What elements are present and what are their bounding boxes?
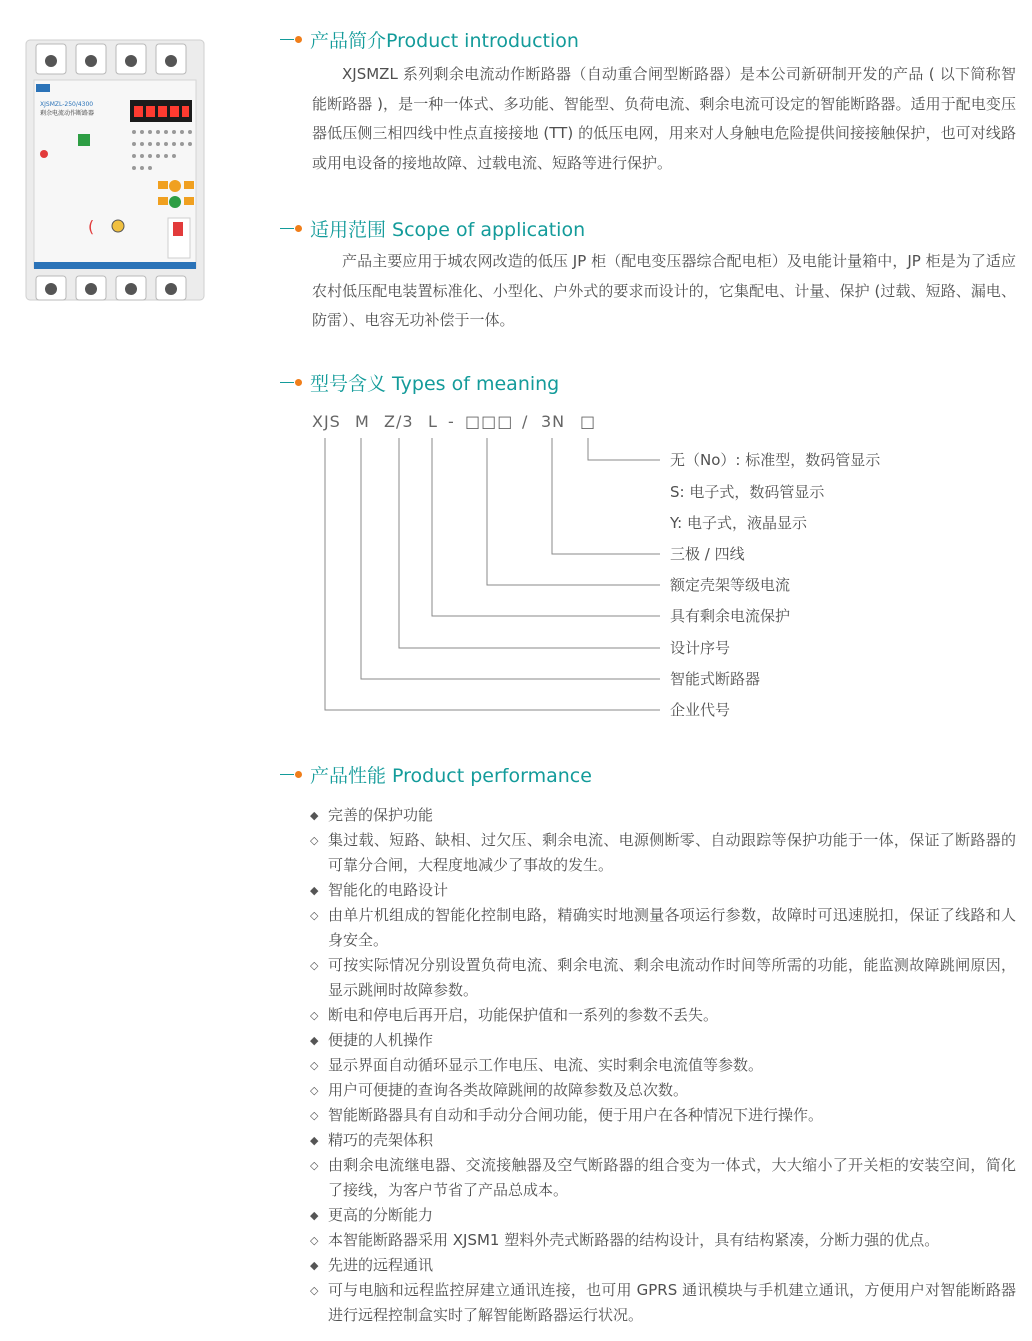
model-code-part: L [428,412,438,431]
section-title-text: 型号含义 Types of meaning [310,372,560,395]
model-code-part: 3N [541,412,566,431]
list-item: ◆ 更高的分断能力 [310,1203,1016,1228]
model-meaning-item: 企业代号 [670,701,731,719]
model-meaning-item: 无（No）: 标准型，数码管显示 [670,451,881,469]
section-title-text: 产品简介Product introduction [310,29,579,52]
list-item: ◇ 用户可便捷的查询各类故障跳闸的故障参数及总次数。 [310,1078,1016,1103]
list-item: ◇ 本智能断路器采用 XJSM1 塑料外壳式断路器的结构设计，具有结构紧凑，分断力强的优点。 [310,1228,1016,1253]
list-item: ◇ 可按实际情况分别设置负荷电流、剩余电流、剩余电流动作时间等所需的功能，能监测故障跳闸原因，显示跳闸时故障参数。 [310,953,1016,1003]
diamond-outline-bullet-icon: ◇ [310,909,319,922]
diamond-outline-bullet-icon: ◇ [310,1109,319,1122]
diamond-bullet-icon: ◆ [310,809,319,822]
list-item: ◇ 断电和停电后再开启，功能保护值和一系列的参数不丢失。 [310,1003,1016,1028]
section-title-text: 适用范围 Scope of application [310,218,586,241]
model-meaning-item: 设计序号 [670,639,731,657]
diamond-outline-bullet-icon: ◇ [310,1284,319,1297]
diamond-outline-bullet-icon: ◇ [310,1159,319,1172]
diamond-bullet-icon: ◆ [310,1034,319,1047]
list-item: ◆ 先进的远程通讯 [310,1253,1016,1278]
model-meaning-item: 额定壳架等级电流 [670,576,791,594]
model-meaning-item: S: 电子式，数码管显示 [670,483,825,501]
diamond-bullet-icon: ◆ [310,1209,319,1222]
scope-paragraph: 产品主要应用于城农网改造的低压 JP 柜（配电变压器综合配电柜）及电能计量箱中，JP 柜是为了适应农村低压配电装置标准化、小型化、户外式的要求而设计的，它集配电、计量、保护 (过载、短路、漏电、防雷）、电容无功补偿于一体。 [312,252,1016,329]
model-meaning-item: Y: 电子式，液晶显示 [670,514,807,532]
intro-paragraph: XJSMZL 系列剩余电流动作断路器（自动重合闸型断路器）是本公司新研制开发的产品 ( 以下简称智能断路器 )，是一种一体式、多功能、智能型、负荷电流、剩余电流可设定的智能断路器。适用于配电变压器低压侧三相四线中性点直接接地 (TT) 的低压电网，用来对人身触电危险提供间接接触保护，也可对线路或用电设备的接地故障、过载电流、短路等进行保护。 [312,65,1016,172]
diamond-outline-bullet-icon: ◇ [310,834,319,847]
list-item: ◇ 可与电脑和远程监控屏建立通讯连接，也可用 GPRS 通讯模块与手机建立通讯，方便用户对智能断路器进行远程控制盒实时了解智能断路器运行状况。 [310,1278,1016,1328]
list-item: ◇ 由剩余电流继电器、交流接触器及空气断路器的组合变为一体式，大大缩小了开关柜的安装空间，简化了接线，为客户节省了产品总成本。 [310,1153,1016,1203]
model-meaning-item: 具有剩余电流保护 [670,607,791,625]
section-title-text: 产品性能 Product performance [310,764,592,787]
list-item: ◆ 智能化的电路设计 [310,878,1016,903]
section-marker-icon [280,771,302,778]
model-code-part: - [448,412,455,431]
list-item: ◆ 便捷的人机操作 [310,1028,1016,1053]
list-item: ◇ 集过载、短路、缺相、过欠压、剩余电流、电源侧断零、自动跟踪等保护功能于一体，保证了断路器的可靠分合闸，大程度地减少了事故的发生。 [310,828,1016,878]
diamond-bullet-icon: ◆ [310,884,319,897]
performance-list [310,803,1016,1328]
model-code-part: Z/3 [384,412,414,431]
product-model-text: XJSMZL-250/4300 [40,101,94,108]
list-item: ◇ 由单片机组成的智能化控制电路，精确实时地测量各项运行参数，故障时可迅速脱扣，保证了线路和人身安全。 [310,903,1016,953]
model-code-part: □ [580,412,597,431]
diamond-outline-bullet-icon: ◇ [310,959,319,972]
diamond-outline-bullet-icon: ◇ [310,1084,319,1097]
product-subtitle-text: 剩余电流动作断路器 [40,110,95,117]
list-item: ◆ 完善的保护功能 [310,803,1016,828]
model-meaning-item: 三极 / 四线 [670,545,745,563]
model-code-part: M [355,412,370,431]
list-item: ◆ 精巧的壳架体积 [310,1128,1016,1153]
diamond-outline-bullet-icon: ◇ [310,1234,319,1247]
diamond-bullet-icon: ◆ [310,1259,319,1272]
list-item: ◇ 智能断路器具有自动和手动分合闸功能，便于用户在各种情况下进行操作。 [310,1103,1016,1128]
diamond-bullet-icon: ◆ [310,1134,319,1147]
model-code-part: / [522,412,529,431]
diamond-outline-bullet-icon: ◇ [310,1059,319,1072]
svg-text:(: ( [88,217,95,236]
model-code-part: □□□ [465,412,514,431]
section-title-performance [280,761,592,787]
model-meaning-item: 智能式断路器 [670,670,761,688]
model-code-part: XJS [312,412,341,431]
list-item: ◇ 显示界面自动循环显示工作电压、电流、实时剩余电流值等参数。 [310,1053,1016,1078]
diamond-outline-bullet-icon: ◇ [310,1009,319,1022]
